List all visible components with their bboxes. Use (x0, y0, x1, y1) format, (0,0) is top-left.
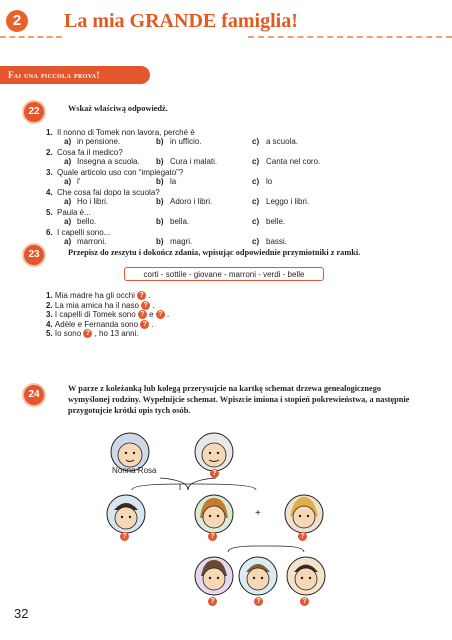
sentence-row (46, 320, 154, 329)
question-text: Paula è... (57, 208, 91, 217)
option-c: Leggo i libri. (266, 197, 310, 206)
question-number: 4. (46, 188, 53, 197)
placeholder-child-2: ? (254, 597, 263, 606)
question-number: 5. (46, 208, 53, 217)
tree-connector-children (132, 484, 256, 490)
exercise-23-instruction: Przepisz do zeszytu i dokończ zdania, wpisując odpowiednie przymiotniki z ramki. (68, 248, 361, 257)
sentence-text: . (146, 291, 151, 300)
exercise-24-badge: 24 (22, 383, 46, 407)
sentence-text: . (164, 310, 170, 319)
question-number: 1. (46, 128, 53, 137)
sentence-text: Mia madre ha gli occhi (54, 291, 138, 300)
blank-marker: ? (141, 301, 150, 310)
sentence-text: Adèle e Fernanda sono (54, 319, 141, 329)
header-divider-left (0, 36, 62, 38)
sentence-text: . (149, 319, 154, 329)
option-b: bella. (170, 217, 190, 226)
blank-marker: ? (83, 329, 92, 338)
placeholder-child-1: ? (208, 597, 217, 606)
sentence-number: 5. (46, 329, 55, 338)
sentence-number: 3. (46, 310, 55, 319)
option-letter: a) (64, 237, 72, 246)
option-letter: c) (252, 137, 260, 146)
sentence-row (46, 291, 151, 300)
sentence-text: Io sono (54, 329, 84, 338)
option-letter: a) (64, 157, 72, 166)
nonna-rosa-label: Nonna Rosa (112, 466, 157, 475)
option-a: Ho i libri. (77, 197, 109, 206)
tree-connector-grandchildren (228, 546, 304, 552)
question-number: 3. (46, 168, 53, 177)
placeholder-grandfather: ? (210, 469, 219, 478)
option-letter: c) (252, 157, 260, 166)
option-a: Insegna a scuola. (77, 157, 140, 166)
question-text: Quale articolo uso con “impiegato”? (57, 168, 184, 177)
avatar-child-3 (284, 554, 328, 600)
unit-number-badge: 2 (6, 10, 28, 32)
question-number: 2. (46, 148, 53, 157)
sentence-text: e (146, 310, 156, 319)
blank-marker: ? (156, 310, 165, 319)
option-c: a scuola. (266, 137, 299, 146)
sentence-number: 4. (46, 319, 55, 329)
page-number: 32 (14, 606, 29, 621)
option-c: lo (266, 177, 273, 186)
option-letter: b) (156, 237, 164, 246)
sentence-row (46, 310, 169, 319)
blank-marker: ? (140, 320, 149, 329)
sentence-number: 2. (46, 300, 55, 310)
option-letter: b) (156, 177, 164, 186)
question-number: 6. (46, 228, 53, 237)
sentence-row (46, 329, 139, 338)
unit-title: La mia GRANDE famiglia! (64, 10, 298, 32)
option-b: magri. (170, 237, 193, 246)
option-c: belle. (266, 217, 286, 226)
section-banner: Fai una piccola prova! (0, 66, 150, 84)
placeholder-aunt: ? (298, 532, 307, 541)
exercise-23-badge: 23 (22, 243, 46, 267)
option-b: la (170, 177, 177, 186)
option-letter: a) (64, 137, 72, 146)
avatar-child-1 (192, 554, 236, 600)
option-c: Canta nel coro. (266, 157, 321, 166)
placeholder-child-3: ? (300, 597, 309, 606)
option-letter: a) (64, 217, 72, 226)
option-letter: b) (156, 217, 164, 226)
option-b: in ufficio. (170, 137, 202, 146)
option-a: in pensione. (77, 137, 121, 146)
option-b: Adoro i libri. (170, 197, 213, 206)
option-letter: b) (156, 157, 164, 166)
option-letter: c) (252, 197, 260, 206)
question-text: Il nonno di Tomek non lavora, perché è (57, 128, 195, 137)
option-letter: c) (252, 237, 260, 246)
exercise-22-badge: 22 (22, 100, 46, 124)
option-a: bello. (77, 217, 97, 226)
option-a: marroni. (77, 237, 107, 246)
placeholder-father: ? (120, 532, 129, 541)
sentence-text: La mia amica ha il naso (54, 300, 142, 310)
option-c: bassi. (266, 237, 287, 246)
sentence-number: 1. (46, 291, 55, 300)
avatar-father (104, 492, 148, 538)
option-letter: c) (252, 217, 260, 226)
question-text: Che cosa fai dopo la scuola? (57, 188, 160, 197)
question-text: Cosa fa il medico? (57, 148, 123, 157)
sentence-text: , ho 13 anni. (92, 329, 139, 338)
avatar-aunt (282, 492, 326, 538)
exercise-24-instruction: W parze z koleżanką lub kolegą przerysujcie na kartkę schemat drzewa genealogicznego wymyślonej rodziny. Wypełnijcie schemat. Wpiszcie imiona i stopień pokrewieństwa, a następnie przygotujcie krótki opis tych osób. (68, 384, 410, 415)
option-letter: a) (64, 197, 72, 206)
sentence-text: I capelli di Tomek sono (54, 310, 138, 319)
sentence-row (46, 301, 155, 310)
exercise-22-instruction: Wskaż właściwą odpowiedź. (68, 104, 168, 113)
header-divider-right (248, 36, 452, 38)
avatar-mother (192, 492, 236, 538)
option-letter: c) (252, 177, 260, 186)
option-a: l' (77, 177, 81, 186)
avatar-child-2 (236, 554, 280, 600)
option-b: Cura i malati. (170, 157, 218, 166)
blank-marker: ? (137, 291, 146, 300)
sentence-text: . (150, 300, 155, 310)
blank-marker: ? (138, 310, 147, 319)
option-letter: b) (156, 197, 164, 206)
option-letter: a) (64, 177, 72, 186)
placeholder-mother: ? (208, 532, 217, 541)
option-letter: b) (156, 137, 164, 146)
plus-sign: + (255, 508, 261, 519)
question-text: I capelli sono... (57, 228, 111, 237)
word-box: corti - sottile - giovane - marroni - verdi - belle (124, 267, 324, 281)
